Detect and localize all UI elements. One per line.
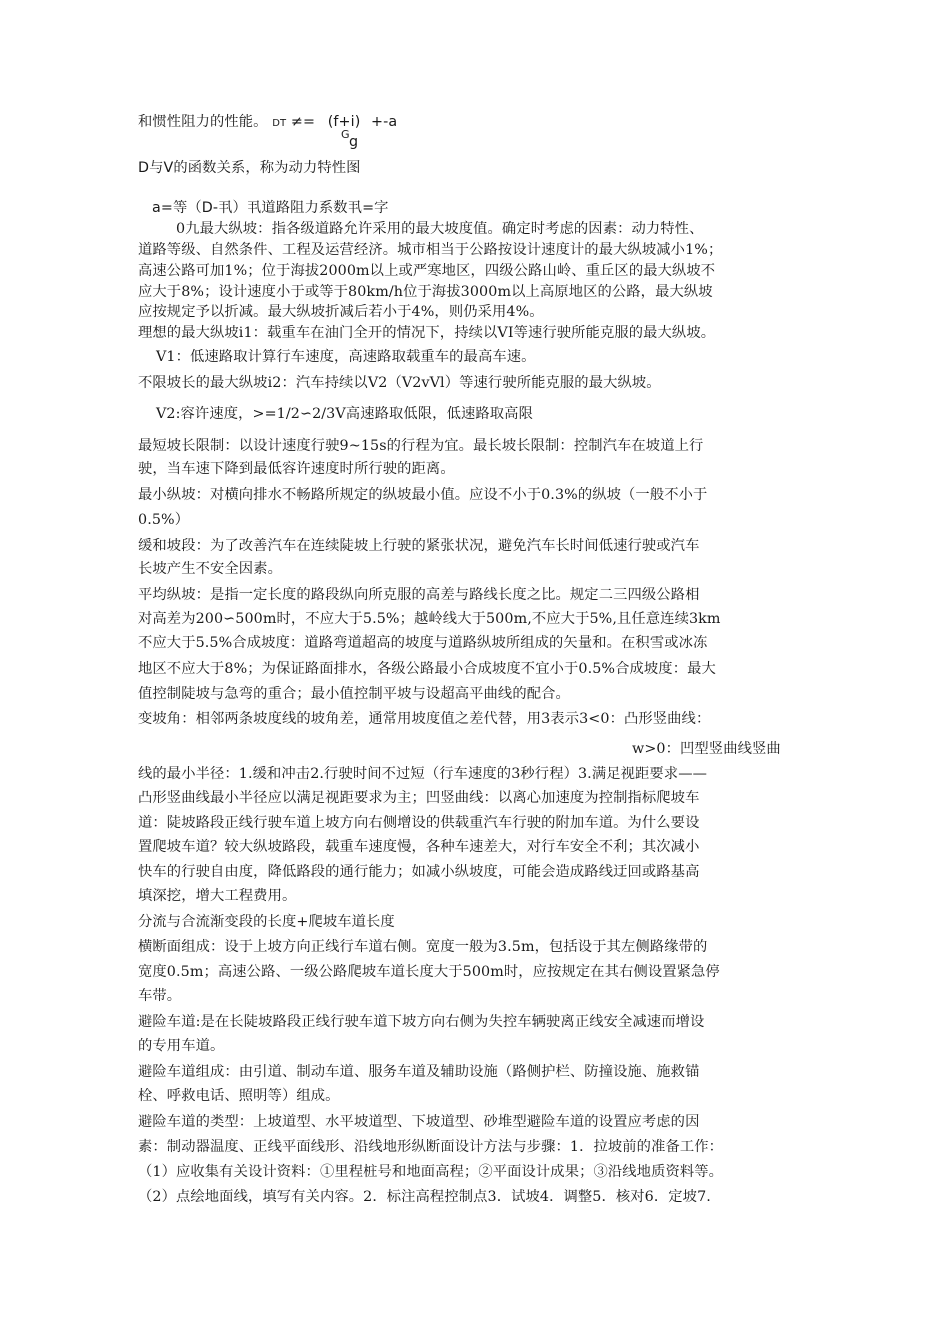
text-line-17: 长坡产生不安全因素。 (138, 561, 282, 577)
text-line-41: （1）应收集有关设计资料：①里程桩号和地面高程；②平面设计成果；③沿线地质资料等。 (138, 1164, 724, 1180)
text-line-28: 置爬坡车道？较大纵坡路段，载重车速度慢，各种车速差大，对行车安全不利；其次减小 (138, 839, 700, 855)
text-line-32: 横断面组成：设于上坡方向正线行车道右侧。宽度一般为3.5m，包括设于其左侧路缘带的 (138, 939, 708, 955)
text-line-6: 应大于8%；设计速度小于或等于80km/h位于海拔3000m以上高原地区的公路，最大纵坡 (138, 284, 713, 300)
text-line-11: V2:容许速度，>=1/2∽2/3V高速路取低限，低速路取高限 (156, 406, 533, 422)
text-line-29: 快车的行驶自由度，降低路段的通行能力；如减小纵坡度，可能会造成路线迂回或路基高 (138, 864, 700, 880)
formula-G: G (341, 128, 350, 141)
text-line-16: 缓和坡段：为了改善汽车在连续陡坡上行驶的紧张状况，避免汽车长时间低速行驶或汽车 (138, 538, 700, 554)
text-line-21: 地区不应大于8%；为保证路面排水，各级公路最小合成坡度不宜小于0.5%合成坡度：最大 (138, 661, 716, 677)
text-line-4: 道路等级、自然条件、工程及运营经济。城市相当于公路按设计速度计的最大纵坡减小1%； (138, 242, 723, 258)
text-line-26: 凸形竖曲线最小半径应以满足视距要求为主；凹竖曲线：以离心加速度为控制指标爬坡车 (138, 790, 700, 806)
text-line-3: 0九最大纵坡：指各级道路允许采用的最大坡度值。确定时考虑的因素：动力特性、 (176, 221, 704, 237)
text-line-1: D与V的函数关系，称为动力特性图 (138, 160, 361, 176)
text-line-10: 不限坡长的最大纵坡i2：汽车持续以V2（V2vVl）等速行驶所能克服的最大纵坡。 (138, 375, 661, 391)
text-line-31: 分流与合流渐变段的长度+爬坡车道长度 (138, 914, 395, 930)
text-line-24: w>0：凹型竖曲线竖曲 (632, 741, 781, 757)
formula-eq: ≠= (290, 114, 316, 130)
text-line-12: 最短坡长限制：以设计速度行驶9~15s的行程为宜。最长坡长限制：控制汽车在坡道上行 (138, 438, 704, 454)
text-line-42: （2）点绘地面线，填写有关内容。2．标注高程控制点3．试坡4．调整5．核对6．定坡7. (138, 1189, 711, 1205)
formula-tail: +-a (371, 114, 398, 130)
text-line-34: 车带。 (138, 988, 182, 1004)
text-line-8: 理想的最大纵坡i1：载重车在油门全开的情况下，持续以VI等速行驶所能克服的最大纵坡。 (138, 325, 716, 341)
text-line-30: 填深挖，增大工程费用。 (138, 888, 297, 904)
formula-line (138, 112, 397, 134)
text-line-38: 栓、呼救电话、照明等）组成。 (138, 1088, 340, 1104)
text-line-9: V1：低速路取计算行车速度，高速路取载重车的最高车速。 (156, 349, 536, 365)
text-line-27: 道：陡坡路段正线行驶车道上坡方向右侧增设的供载重汽车行驶的附加车道。为什么要设 (138, 815, 700, 831)
formula-g: g (349, 134, 359, 150)
text-line-33: 宽度0.5m；高速公路、一级公路爬坡车道长度大于500m时，应按规定在其右侧设置紧急停 (138, 964, 720, 980)
text-line-13: 驶，当车速下降到最低容许速度时所行驶的距离。 (138, 461, 455, 477)
text-line-15: 0.5%） (138, 512, 190, 528)
text-line-5: 高速公路可加1%；位于海拔2000m以上或严寒地区，四级公路山岭、重丘区的最大纵坡不 (138, 263, 716, 279)
text-line-36: 的专用车道。 (138, 1038, 225, 1054)
text-line-20: 不应大于5.5%合成坡度：道路弯道超高的坡度与道路纵坡所组成的矢量和。在积雪或冰冻 (138, 635, 708, 651)
text-line-18: 平均纵坡：是指一定长度的路段纵向所克服的高差与路线长度之比。规定二三四级公路相 (138, 587, 700, 603)
text-line-14: 最小纵坡：对横向排水不畅路所规定的纵坡最小值。应设不小于0.3%的纵坡（一般不小于 (138, 487, 708, 503)
text-line-19: 对高差为200∽500m时，不应大于5.5%；越岭线大于500m,不应大于5%,且任意连续3km (138, 611, 721, 627)
text-line-39: 避险车道的类型：上坡道型、水平坡道型、下坡道型、砂堆型避险车道的设置应考虑的因 (138, 1114, 700, 1130)
text-line-7: 应按规定予以折减。最大纵坡折减后若小于4%，则仍采用4%。 (138, 304, 544, 320)
text-line-37: 避险车道组成：由引道、制动车道、服务车道及辅助设施（路侧护栏、防撞设施、施救锚 (138, 1064, 700, 1080)
formula-dt: DT (272, 118, 287, 129)
text-line-25: 线的最小半径：1.缓和冲击2.行驶时间不过短（行车速度的3秒行程）3.满足视距要求—— (138, 766, 708, 782)
formula-lead-text: 和惯性阻力的性能。 (138, 114, 268, 130)
formula-paren: (f+i) (327, 114, 361, 130)
text-line-22: 值控制陡坡与急弯的重合；最小值控制平坡与设超高平曲线的配合。 (138, 686, 570, 702)
text-line-40: 素：制动器温度、正线平面线形、沿线地形纵断面设计方法与步骤：1．拉坡前的准备工作： (138, 1139, 724, 1155)
text-line-35: 避险车道:是在长陡坡路段正线行驶车道下坡方向右侧为失控车辆驶离正线安全减速而增设 (138, 1014, 705, 1030)
text-line-2: a=等（D-丮）丮道路阻力系数丮=字 (152, 200, 389, 216)
text-line-23: 变坡角：相邻两条坡度线的坡角差，通常用坡度值之差代替，用3表示3<0：凸形竖曲线： (138, 711, 711, 727)
